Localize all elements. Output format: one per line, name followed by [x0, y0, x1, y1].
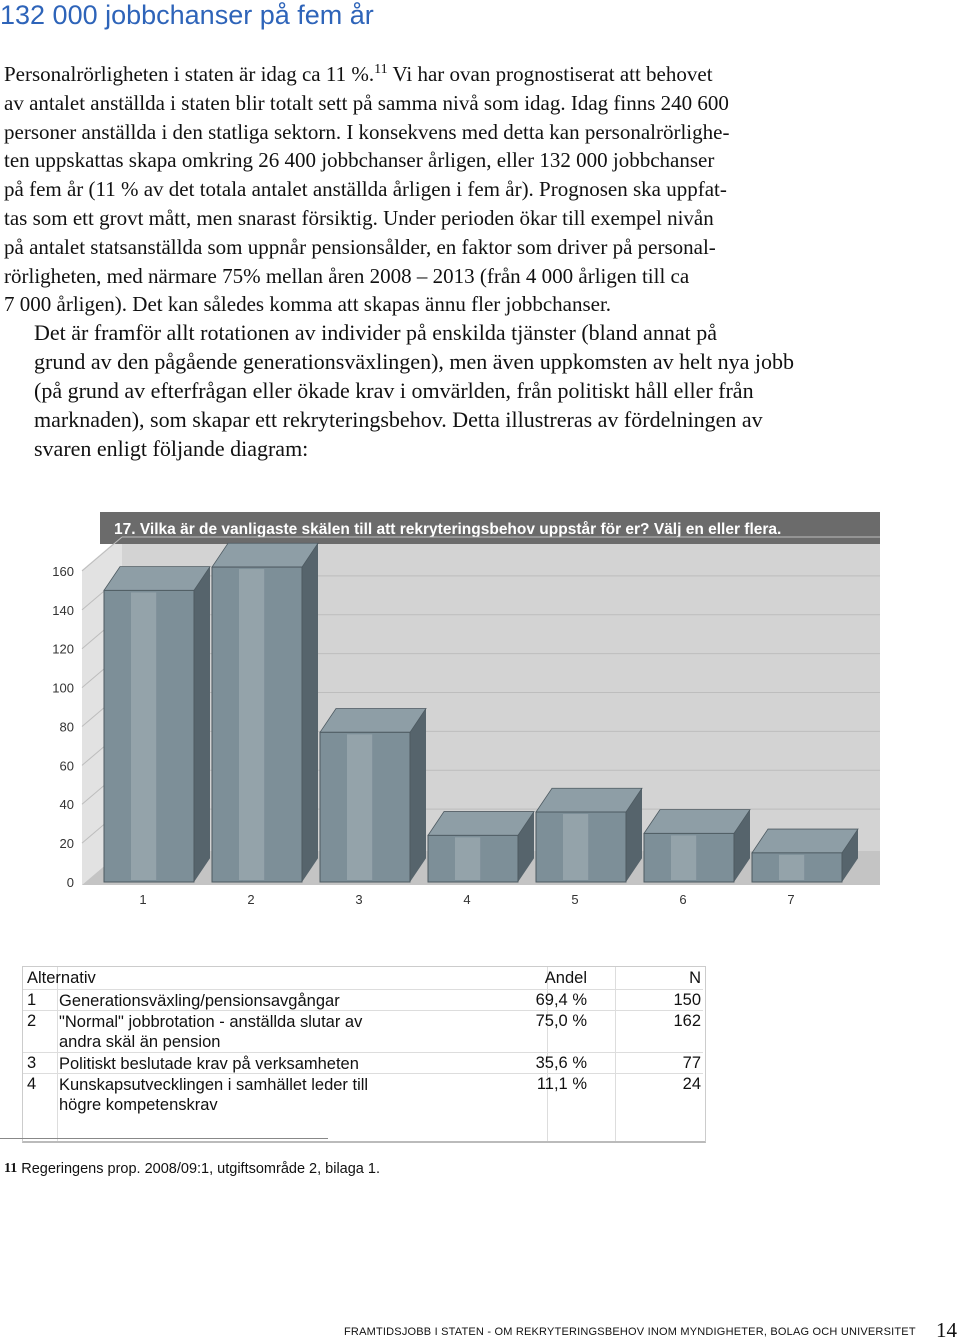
bar-highlight [131, 592, 156, 880]
bar-top [212, 543, 318, 567]
table-row [23, 1073, 703, 1119]
x-tick-label: 5 [571, 892, 579, 907]
row-number: 4 [27, 1075, 37, 1093]
page-number: 14 [936, 1318, 957, 1342]
y-tick-label: 0 [66, 875, 74, 890]
x-tick-label: 4 [463, 892, 471, 907]
row-number: 3 [27, 1054, 37, 1072]
footnote-reference[interactable]: 11 [374, 62, 388, 77]
row-label: Kunskapsutvecklingen i samhället leder till högre kompetenskrav [59, 1076, 369, 1114]
row-n: 150 [673, 991, 701, 1009]
bar-top [428, 812, 534, 836]
header-andel: Andel [544, 969, 587, 987]
y-tick-label: 100 [52, 680, 74, 696]
para2-line-2: grund av den pågående generationsväxlingen), men även uppkomsten av helt nya jobb [34, 349, 794, 374]
table-header-row [23, 967, 703, 990]
bar [320, 709, 426, 882]
bar-highlight [239, 569, 264, 880]
bar-chart-container [0, 500, 960, 920]
x-tick-label: 7 [787, 892, 795, 907]
para2-line-3: (på grund av efterfrågan eller ökade krav i omvärlden, från politiskt håll eller från [34, 378, 754, 403]
row-label: "Normal" jobbrotation - anställda slutar av andra skäl än pension [59, 1013, 363, 1051]
page-heading: 132 000 jobbchanser på fem år [0, 0, 374, 30]
bar-top [644, 810, 750, 834]
header-n: N [689, 969, 701, 987]
footnote-text: Regeringens prop. 2008/09:1, utgiftsområde 2, bilaga 1. [21, 1161, 380, 1177]
bar [644, 810, 750, 882]
bar-side [302, 543, 318, 882]
bar-top [320, 709, 426, 733]
para2-line-5: svaren enligt följande diagram: [34, 436, 309, 461]
row-n: 162 [673, 1012, 701, 1030]
bar-highlight [671, 835, 696, 880]
bar-highlight [455, 837, 480, 880]
table-row [23, 1052, 703, 1074]
para1-line-9: 7 000 årligen). Det kan således komma att skapas ännu fler jobbchanser. [4, 292, 612, 317]
row-number: 2 [27, 1012, 37, 1030]
table-row [23, 1010, 703, 1053]
para2-line-4: marknaden), som skapar ett rekryteringsbehov. Detta illustreras av fördelningen av [34, 407, 763, 432]
row-andel: 35,6 % [535, 1054, 587, 1072]
x-tick-label: 6 [679, 892, 687, 907]
row-n: 77 [682, 1054, 701, 1072]
row-label: Politiskt beslutade krav på verksamheten [59, 1055, 359, 1073]
row-n: 24 [682, 1075, 701, 1093]
footnote-number: 11 [4, 1161, 18, 1176]
bar [104, 567, 210, 882]
para1-line-4: ten uppskattas skapa omkring 26 400 jobbchanser årligen, eller 132 000 jobbchanser [4, 148, 715, 173]
bar-side [194, 567, 210, 882]
footnote-divider [0, 1138, 328, 1139]
para1-line-6: tas som ett grovt mått, men snarast försiktig. Under perioden ökar till exempel nivån [4, 205, 714, 230]
results-table [22, 966, 706, 1143]
x-tick-label: 1 [139, 892, 147, 907]
para1-line-1a: Personalrörligheten i staten är idag ca 11 %. [4, 62, 375, 86]
para1-line-8: rörligheten, med närmare 75% mellan åren 2008 – 2013 (från 4 000 årligen till ca [4, 263, 690, 288]
row-andel: 11,1 % [536, 1075, 587, 1093]
bar [536, 788, 642, 882]
para1-line-5: på fem år (11 % av det totala antalet anställda årligen i fem år). Prognosen ska uppfat- [4, 177, 727, 202]
bar-highlight [779, 855, 804, 880]
bar [428, 812, 534, 882]
table-row [23, 989, 703, 1011]
bar-chart [0, 500, 960, 920]
y-tick-label: 160 [52, 563, 74, 579]
para1-line-7: på antalet statsanställda som uppnår pensionsålder, en faktor som driver på personal- [4, 234, 716, 259]
bar-highlight [347, 734, 372, 880]
row-andel: 69,4 % [535, 991, 587, 1009]
paragraph-1 [4, 60, 944, 319]
y-tick-label: 60 [59, 758, 74, 774]
row-andel: 75,0 % [535, 1012, 587, 1030]
y-tick-label: 40 [59, 797, 74, 813]
row-label: Generationsväxling/pensionsavgångar [59, 992, 340, 1010]
bar-top [104, 567, 210, 591]
bar [212, 543, 318, 882]
para1-line-1b: Vi har ovan prognostiserat att behovet [387, 62, 713, 86]
para1-line-2: av antalet anställda i staten blir totalt sett på samma nivå som idag. Idag finns 240 600 [4, 90, 729, 115]
x-tick-label: 2 [247, 892, 255, 907]
para2-line-1: Det är framför allt rotationen av individer på enskilda tjänster (bland annat på [34, 320, 717, 345]
y-tick-label: 120 [52, 641, 74, 657]
page-footer: FRAMTIDSJOBB I STATEN - OM REKRYTERINGSBEHOV INOM MYNDIGHETER, BOLAG OCH UNIVERSITET [344, 1326, 916, 1338]
row-number: 1 [27, 991, 37, 1009]
bar [752, 829, 858, 882]
chart-title: 17. Vilka är de vanligaste skälen till att rekryteringsbehov uppstår för er? Välj en eller flera. [114, 521, 782, 538]
bar-top [752, 829, 858, 853]
y-tick-label: 80 [59, 719, 74, 735]
y-tick-label: 140 [52, 602, 74, 618]
y-tick-label: 20 [59, 836, 74, 852]
bar-side [410, 709, 426, 882]
bar-top [536, 788, 642, 812]
paragraph-2 [4, 318, 944, 463]
header-alternativ: Alternativ [27, 969, 96, 987]
footnote [4, 1161, 380, 1177]
para1-line-3: personer anställda i den statliga sektorn. I konsekvens med detta kan personalrörlighe- [4, 119, 730, 144]
x-tick-label: 3 [355, 892, 363, 907]
bar-highlight [563, 814, 588, 880]
